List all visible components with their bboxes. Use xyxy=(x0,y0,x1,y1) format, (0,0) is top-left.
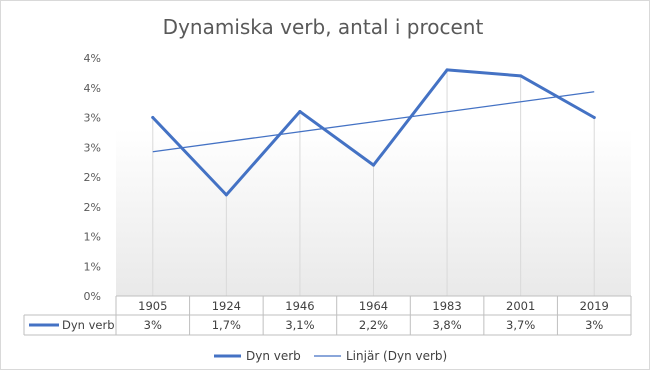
table-series-name: Dyn verb xyxy=(62,318,115,332)
data-point xyxy=(372,164,375,167)
legend-label-trendline: Linjär (Dyn verb) xyxy=(346,349,448,363)
y-tick-label: 2% xyxy=(83,200,101,214)
x-category-label: 1924 xyxy=(211,299,241,313)
data-point xyxy=(298,110,301,113)
y-tick-label: 4% xyxy=(83,81,101,95)
y-tick-label: 2% xyxy=(83,171,101,184)
data-table-value: 1,7% xyxy=(211,318,241,332)
data-table-value: 3% xyxy=(585,318,604,332)
x-category-label: 2019 xyxy=(579,299,609,313)
data-table-value: 3,1% xyxy=(285,318,315,332)
x-category-label: 1964 xyxy=(358,299,389,313)
legend-label-dyn-verb: Dyn verb xyxy=(246,349,301,363)
data-table-value: 2,2% xyxy=(358,318,389,332)
data-point xyxy=(225,193,228,196)
x-category-label: 1983 xyxy=(432,299,462,313)
data-point xyxy=(519,74,522,77)
data-point xyxy=(593,116,596,119)
x-category-label: 2001 xyxy=(506,299,536,313)
chart-svg xyxy=(1,1,651,371)
data-point xyxy=(151,116,154,119)
y-tick-label: 0% xyxy=(83,290,101,303)
y-tick-label: 1% xyxy=(83,230,101,244)
chart-title: Dynamiska verb, antal i procent xyxy=(162,15,484,39)
data-table-value: 3,8% xyxy=(432,318,462,332)
data-point xyxy=(446,68,449,71)
data-table-value: 3% xyxy=(143,318,162,332)
y-tick-label: 3% xyxy=(83,141,101,155)
y-tick-label: 4% xyxy=(83,52,101,65)
x-category-label: 1905 xyxy=(138,299,168,313)
y-tick-label: 3% xyxy=(83,111,101,125)
y-tick-label: 1% xyxy=(83,260,101,274)
data-table-value: 3,7% xyxy=(506,318,536,332)
x-category-label: 1946 xyxy=(285,299,315,313)
